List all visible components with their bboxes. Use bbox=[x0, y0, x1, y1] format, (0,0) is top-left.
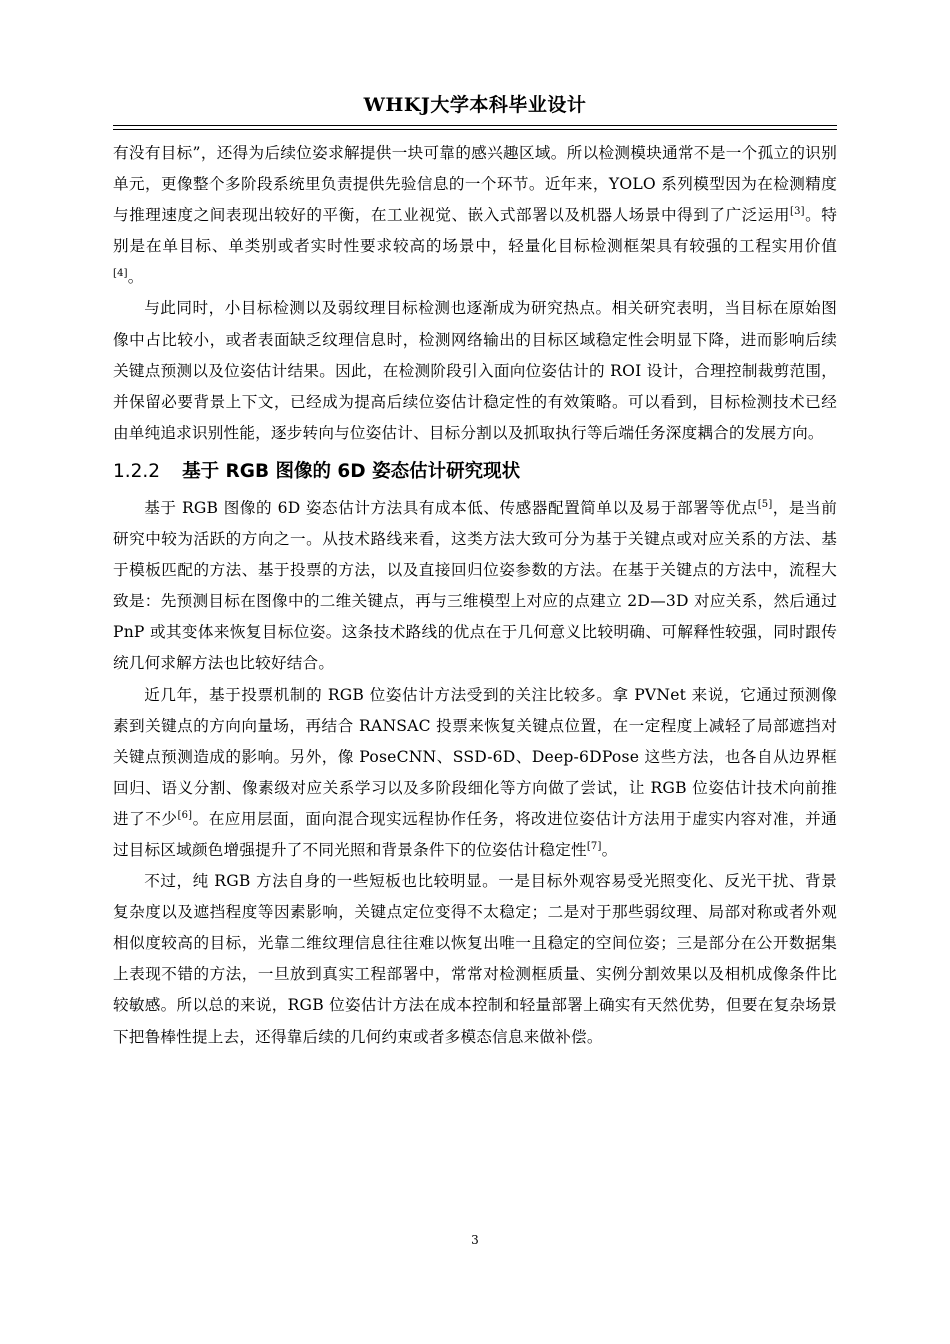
paragraph bbox=[113, 138, 837, 293]
header-rule-thin bbox=[113, 129, 837, 130]
section-number: 1.2.2 bbox=[113, 460, 161, 482]
paragraph bbox=[113, 680, 837, 867]
paragraph-text: 近几年，基于投票机制的 RGB 位姿估计方法受到的关注比较多。拿 PVNet 来说，它通过预测像素到关键点的方向向量场，再结合 RANSAC 投票来恢复关键点位置，在一定程度上减轻了局部遮挡对关键点预测造成的影响。另外，像 PoseCNN、SSD-6D、Deep-6DPose 这些方法，也各自从边界框回归、语义分割、像素级对应关系学习以及多阶段细化等方向做了尝试，让 RGB 位姿估计技术向前推进了不少 bbox=[113, 685, 837, 828]
paragraph-text: 。特别是在单目标、单类别或者实时性要求较高的场景中，轻量化目标检测框架具有较强的工程实用价值 bbox=[113, 206, 838, 256]
paragraph-text: 不过，纯 RGB 方法自身的一些短板也比较明显。一是目标外观容易受光照变化、反光干扰、背景复杂度以及遮挡程度等因素影响，关键点定位变得不太稳定；二是对于那些弱纹理、局部对称或者外观相似度较高的目标，光靠二维纹理信息往往难以恢复出唯一且稳定的空间位姿；三是部分在公开数据集上表现不错的方法，一旦放到真实工程部署中，常常对检测框质量、实例分割效果以及相机成像条件比较敏感。所以总的来说，RGB 位姿估计方法在成本控制和轻量部署上确实有天然优势，但要在复杂场景下把鲁棒性提上去，还得靠后续的几何约束或者多模态信息来做补偿。 bbox=[113, 872, 837, 1046]
paragraph bbox=[113, 866, 837, 1053]
paragraph-text: 。 bbox=[127, 268, 144, 287]
citation-marker: [3] bbox=[790, 206, 805, 217]
header-rule bbox=[113, 125, 837, 126]
paragraph-text: 基于 RGB 图像的 6D 姿态估计方法具有成本低、传感器配置简单以及易于部署等优点 bbox=[144, 498, 758, 517]
paragraph-text: 。 bbox=[601, 840, 618, 859]
paragraph-text: 与此同时，小目标检测以及弱纹理目标检测也逐渐成为研究热点。相关研究表明，当目标在原始图像中占比较小，或者表面缺乏纹理信息时，检测网络输出的目标区域稳定性会明显下降，进而影响后续关键点预测以及位姿估计结果。因此，在检测阶段引入面向位姿估计的 ROI 设计，合理控制裁剪范围，并保留必要背景上下文，已经成为提高后续位姿估计稳定性的有效策略。可以看到，目标检测技术已经由单纯追求识别性能，逐步转向与位姿估计、目标分割以及抓取执行等后端任务深度耦合的发展方向。 bbox=[113, 299, 837, 442]
citation-marker: [4] bbox=[113, 268, 128, 280]
citation-marker: [5] bbox=[757, 498, 773, 510]
paragraph bbox=[113, 493, 837, 680]
paragraph bbox=[113, 293, 837, 448]
citation-marker: [6] bbox=[177, 809, 193, 821]
page-number: 3 bbox=[471, 1233, 479, 1247]
citation-marker: [7] bbox=[586, 840, 602, 852]
section-heading bbox=[113, 453, 837, 491]
paragraph-text: 有没有目标”，还得为后续位姿求解提供一块可靠的感兴趣区域。所以检测模块通常不是一个孤立的识别单元，更像整个多阶段系统里负责提供先验信息的一个环节。近年来，YOLO 系列模型因为在检测精度与推理速度之间表现出较好的平衡，在工业视觉、嵌入式部署以及机器人场景中得到了广泛运用 bbox=[113, 144, 837, 225]
paragraph-text: 。在应用层面，面向混合现实远程协作任务，将改进位姿估计方法用于虚实内容对准，并通过目标区域颜色增强提升了不同光照和背景条件下的位姿估计稳定性 bbox=[113, 809, 837, 859]
body-text bbox=[113, 138, 837, 1053]
section-title: 基于 RGB 图像的 6D 姿态估计研究现状 bbox=[182, 460, 521, 482]
paragraph-text: ，是当前研究中较为活跃的方向之一。从技术路线来看，这类方法大致可分为基于关键点或对应关系的方法、基于模板匹配的方法、基于投票的方法，以及直接回归位姿参数的方法。在基于关键点的方法中，流程大致是：先预测目标在图像中的二维关键点，再与三维模型上对应的点建立 2D—3D 对应关系，然后通过 PnP 或其变体来恢复目标位姿。这条技术路线的优点在于几何意义比较明确、可解释性较强，同时跟传统几何求解方法也比较好结合。 bbox=[113, 498, 837, 673]
running-header: WHKJ大学本科毕业设计 bbox=[363, 94, 587, 116]
